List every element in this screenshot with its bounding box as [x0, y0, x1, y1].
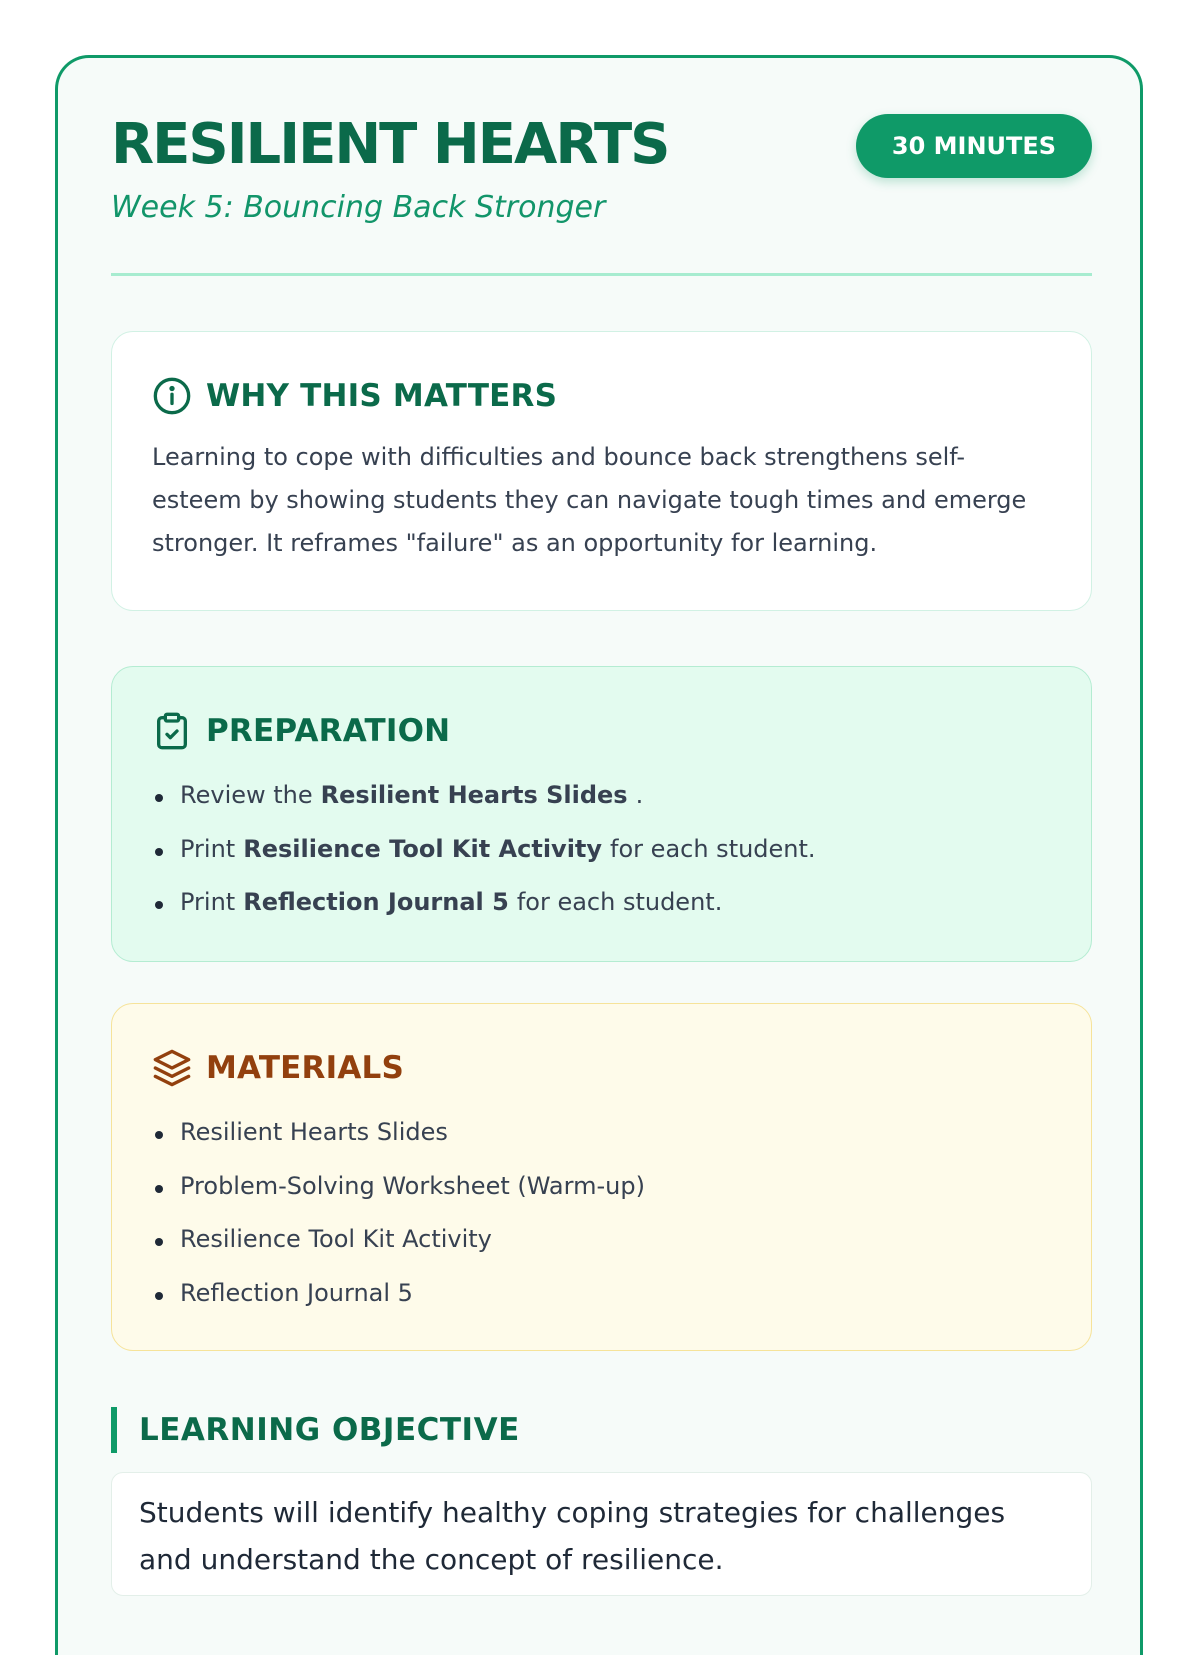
why-text: Learning to cope with difficulties and bounce back strengthens self-esteem by showing students they can navigate tough times and emerge stronger. It reframes "failure" as an opportunity for learning.	[152, 443, 1027, 557]
lesson-content	[111, 58, 1092, 1576]
info-icon	[152, 376, 192, 416]
list-item: Problem-Solving Worksheet (Warm-up)	[152, 1160, 645, 1214]
lesson-card	[55, 55, 1143, 1655]
lesson-title: RESILIENT HEARTS	[111, 112, 669, 177]
materials-list	[152, 1106, 645, 1320]
list-item: Resilience Tool Kit Activity	[152, 1213, 645, 1267]
section-header	[152, 374, 557, 418]
list-item: Print Resilience Tool Kit Activity for each student.	[152, 823, 816, 877]
learning-objective-box	[111, 1472, 1092, 1596]
learning-objective-title: LEARNING OBJECTIVE	[139, 1412, 520, 1448]
learning-objective-header	[111, 1407, 520, 1453]
clipboard-check-icon	[152, 711, 192, 751]
learning-objective-text: Students will identify healthy coping strategies for challenges and understand the concept of resilience.	[139, 1496, 1006, 1576]
section-title: MATERIALS	[206, 1050, 405, 1086]
list-item: Reflection Journal 5	[152, 1267, 645, 1321]
list-item: Resilient Hearts Slides	[152, 1106, 645, 1160]
duration-badge: 30 MINUTES	[856, 114, 1092, 178]
preparation-section	[111, 666, 1092, 962]
section-title: PREPARATION	[206, 713, 451, 749]
accent-bar	[111, 1407, 117, 1453]
lesson-header	[111, 58, 1092, 276]
list-item: Print Reflection Journal 5 for each student.	[152, 876, 816, 930]
section-header	[152, 709, 450, 753]
header-divider	[111, 273, 1092, 276]
layers-icon	[152, 1048, 192, 1088]
lesson-subtitle: Week 5: Bouncing Back Stronger	[111, 190, 606, 225]
why-this-matters-section	[111, 331, 1092, 611]
section-title: WHY THIS MATTERS	[206, 378, 558, 414]
preparation-list	[152, 769, 816, 930]
list-item: Review the Resilient Hearts Slides .	[152, 769, 816, 823]
section-header	[152, 1046, 404, 1090]
materials-section	[111, 1003, 1092, 1351]
